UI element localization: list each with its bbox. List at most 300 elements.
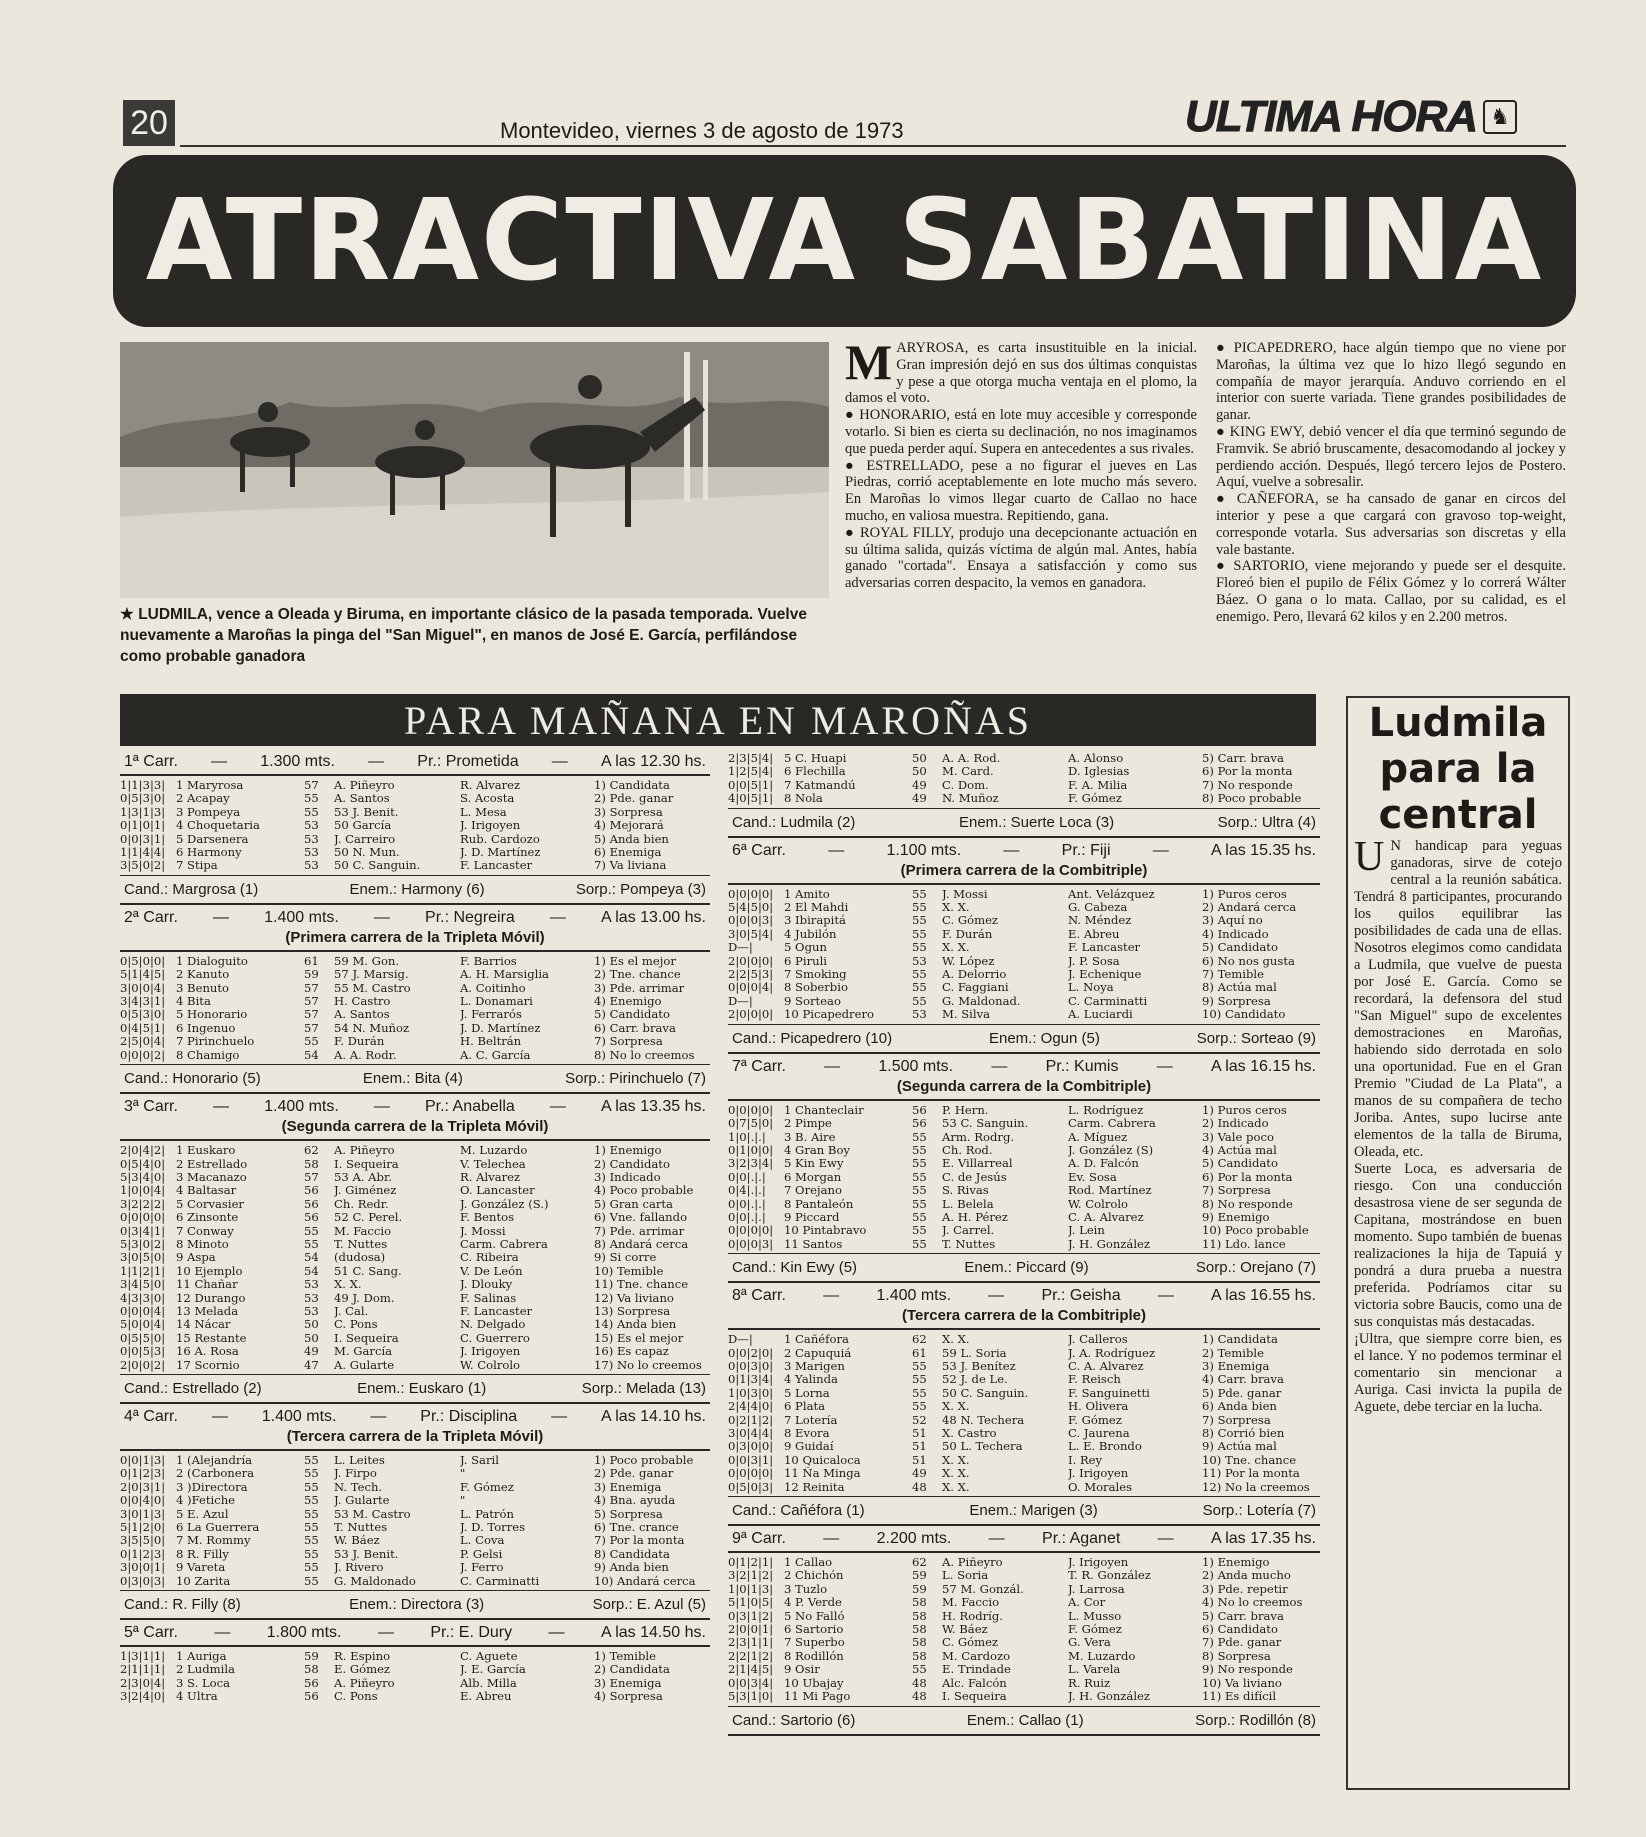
entry-cell: 3) Enemiga: [594, 1676, 662, 1690]
entry-cell: 4) Actúa mal: [1202, 1143, 1277, 1157]
race-header-field: —: [988, 1287, 1005, 1305]
entry-cell: 6 Plata: [784, 1400, 826, 1414]
entry-cell: 3) Enemiga: [1202, 1359, 1270, 1373]
entry-row: [120, 859, 710, 872]
entry-cell: 5) Pde. ganar: [1202, 1386, 1282, 1400]
forecast-field: Cand.: Sartorio (6): [732, 1711, 856, 1729]
entry-cell: 62: [304, 1144, 319, 1158]
entry-cell: J. Irigoyen: [460, 1345, 521, 1359]
entry-row: [120, 982, 710, 995]
entry-row: [728, 1238, 1320, 1251]
entry-cell: 5) Carr. brava: [1202, 752, 1284, 765]
entry-cell: N. Méndez: [1068, 914, 1132, 928]
entry-row: [120, 968, 710, 981]
entry-cell: 1) Candidata: [1202, 1333, 1278, 1347]
entry-cell: 6 Harmony: [176, 846, 242, 860]
entry-cell: Arm. Rodrg.: [942, 1130, 1015, 1144]
entry-cell: 56: [304, 1676, 319, 1690]
entry-row: [728, 765, 1320, 778]
forecast-field: Sorp.: E. Azul (5): [592, 1596, 706, 1614]
race-block: [120, 1623, 710, 1704]
entry-cell: J. A. Rodríguez: [1068, 1346, 1156, 1360]
entry-cell: 55: [912, 1210, 927, 1224]
entry-cell: 5 Kin Ewy: [784, 1157, 844, 1171]
entry-cell: 2 Ludmila: [176, 1663, 235, 1677]
entry-cell: 59 M. Gon.: [334, 954, 400, 968]
forecast-field: Sorp.: Ultra (4): [1217, 813, 1316, 831]
entry-cell: 48 N. Techera: [942, 1413, 1025, 1427]
entry-row: [120, 1454, 710, 1467]
entry-cell: 55: [912, 1373, 927, 1387]
entry-cell: Rub. Cardozo: [460, 832, 540, 846]
entry-cell: 53: [304, 1291, 319, 1305]
race-header-field: —: [1003, 841, 1020, 859]
article-paragraph: ● ESTRELLADO, pese a no figurar el jueves en Las Piedras, corrió aceptablemente en lote mucho más severo. En Maroñas lo vimos llegar cuarto de Callao no hace mucho, en valiosa muestra. Repitiendo, gana.: [845, 457, 1197, 524]
entry-cell: Ev. Sosa: [1068, 1170, 1117, 1184]
entry-cell: 11) Ldo. lance: [1202, 1237, 1286, 1251]
race-rule: [120, 1064, 710, 1065]
entry-cell: 17 Scornio: [176, 1358, 240, 1372]
entry-row: [120, 779, 710, 792]
entry-cell: 57: [304, 1170, 319, 1184]
headline-banner: [113, 155, 1576, 327]
race-rule: [728, 1099, 1320, 1101]
entry-cell: 4 )Fetiche: [176, 1494, 236, 1508]
entry-cell: 55: [304, 1035, 319, 1049]
entry-row: [120, 1211, 710, 1224]
race-header-field: 1.300 mts.: [260, 753, 335, 770]
entry-cell: 54: [304, 1251, 319, 1265]
forecast-field: Enem.: Directora (3): [349, 1596, 485, 1614]
entry-cell: J. Cal.: [334, 1304, 369, 1318]
entry-cell: 7) Va liviana: [594, 859, 667, 873]
entry-cell: F. Gómez: [1068, 1413, 1122, 1427]
entry-cell: 7) Por la monta: [594, 1534, 685, 1548]
entry-row: [120, 1225, 710, 1238]
forecast-field: Cand.: Margrosa (1): [124, 880, 259, 898]
entry-cell: 11) Es difícil: [1202, 1690, 1277, 1704]
entry-cell: L. Belela: [942, 1197, 994, 1211]
entry-row: [120, 1575, 710, 1588]
entry-cell: 55: [304, 1224, 319, 1238]
entry-cell: 1|1|2|1|: [120, 1264, 166, 1278]
entry-cell: V. Telechea: [460, 1157, 526, 1171]
entry-cell: 55: [912, 1224, 927, 1238]
entry-cell: 2 Estrellado: [176, 1157, 248, 1171]
entry-cell: A. Gularte: [334, 1358, 395, 1372]
entry-cell: Rod. Martínez: [1068, 1184, 1152, 1198]
entry-row: [120, 1049, 710, 1062]
entry-cell: 7 Katmandú: [784, 778, 856, 792]
entry-row: [728, 1481, 1320, 1494]
race-header-field: A las 17.35 hs.: [1210, 1530, 1316, 1548]
entry-cell: 53: [304, 846, 319, 860]
entry-cell: 55: [304, 1467, 319, 1481]
entry-cell: 7 M. Rommy: [176, 1534, 251, 1548]
entry-cell: 13 Melada: [176, 1304, 239, 1318]
race-rule: [120, 1449, 710, 1451]
entry-cell: 50: [304, 1331, 319, 1345]
article-paragraph: ARYROSA, es carta insustituible en la inicial. Gran impresión dejó en sus dos últimas conquistas y pese a que otorga mucha ventaja en el plomo, la damos el voto.: [845, 340, 1197, 407]
race-header-field: 1.100 mts.: [886, 841, 962, 859]
race-block: [728, 1529, 1320, 1735]
entry-cell: 55: [912, 1663, 927, 1677]
entry-cell: Carm. Cabrera: [460, 1237, 548, 1251]
race-photo-illustration: [120, 342, 829, 598]
entry-cell: 8) Poco probable: [1202, 792, 1302, 806]
entry-cell: 0|5|3|0|: [120, 792, 166, 806]
entry-cell: 0|0|0|0|: [728, 1467, 774, 1481]
entry-cell: 0|0|3|0|: [728, 1359, 774, 1373]
entry-cell: 2|0|0|1|: [728, 1623, 774, 1637]
entry-cell: R. Espino: [334, 1650, 391, 1664]
entry-cell: A. D. Falcón: [1068, 1157, 1139, 1171]
race-rule: [728, 1551, 1320, 1553]
entry-cell: L. Soria: [942, 1569, 989, 1583]
entry-cell: 3|4|3|1|: [120, 995, 166, 1009]
entry-cell: 5) Candidato: [1202, 1157, 1278, 1171]
race-header-field: Pr.: Fiji: [1061, 841, 1111, 859]
entry-row: [120, 1650, 710, 1663]
entry-row: [728, 1198, 1320, 1211]
entry-cell: 55: [912, 927, 927, 941]
entry-cell: 6) Por la monta: [1202, 765, 1293, 779]
entry-cell: 0|0|3|1|: [728, 1453, 774, 1467]
entry-cell: 4) Poco probable: [594, 1184, 694, 1198]
entry-cell: 51: [912, 1453, 927, 1467]
entry-cell: 55: [912, 1170, 927, 1184]
entry-cell: F. Durán: [334, 1035, 385, 1049]
photo-caption: ★ LUDMILA, vence a Oleada y Biruma, en importante clásico de la pasada temporada. Vuelve nuevamente a Maroñas la pinga del "San Miguel", en manos de José E. García, perfilándose como probable ganadora: [120, 606, 807, 665]
entry-cell: 55: [304, 1561, 319, 1575]
entry-cell: O. Morales: [1068, 1480, 1133, 1494]
entry-cell: 5|3|1|0|: [728, 1690, 774, 1704]
entry-cell: 2|1|4|5|: [728, 1663, 774, 1677]
entry-cell: 6 Piruli: [784, 954, 827, 968]
entry-cell: X. X.: [942, 1400, 970, 1414]
entry-cell: C. Gómez: [942, 1636, 999, 1650]
entry-row: [120, 1561, 710, 1574]
entry-cell: 7 Lotería: [784, 1413, 838, 1427]
entry-row: [120, 1345, 710, 1358]
entry-row: [120, 819, 710, 832]
entry-cell: 5|1|0|5|: [728, 1596, 774, 1610]
entry-cell: 11 Mi Pago: [784, 1690, 851, 1704]
race-header-field: 6ª Carr.: [732, 841, 786, 859]
entry-cell: 16) Es capaz: [594, 1345, 669, 1359]
entry-cell: 3) Pde. repetir: [1202, 1582, 1288, 1596]
race-header-field: —: [213, 1098, 230, 1116]
entry-row: [728, 1427, 1320, 1440]
race-rule: [728, 836, 1320, 838]
entry-cell: 3 Marigen: [784, 1359, 845, 1373]
entry-row: [728, 1623, 1320, 1636]
forecast-field: Cand.: Honorario (5): [124, 1070, 261, 1088]
race-header-field: —: [214, 1624, 231, 1642]
entry-cell: A. Piñeyro: [942, 1556, 1003, 1570]
race-header-field: —: [370, 1408, 387, 1425]
entry-cell: A. Coitinho: [460, 981, 526, 995]
entry-row: [728, 888, 1320, 901]
entry-cell: 56: [304, 1211, 319, 1225]
entry-row: [120, 1663, 710, 1676]
entry-cell: O. Lancaster: [460, 1184, 535, 1198]
entry-cell: C. Gómez: [942, 914, 999, 928]
entry-cell: C. Dom.: [942, 778, 989, 792]
entry-cell: 0|3|0|3|: [120, 1574, 166, 1588]
race-header: [120, 1407, 710, 1427]
entry-cell: T. Nuttes: [334, 1521, 388, 1535]
entry-cell: J. H. González: [1068, 1690, 1151, 1704]
entry-cell: C. Jaurena: [1068, 1427, 1130, 1440]
entry-cell: C. Pons: [334, 1690, 378, 1704]
entry-cell: 2 Acapay: [176, 792, 230, 806]
entry-cell: J. González (S.): [460, 1197, 549, 1211]
entry-cell: 53 J. Benítez: [942, 1359, 1016, 1373]
entry-cell: 3) Vale poco: [1202, 1130, 1274, 1144]
entry-cell: 6 Flechilla: [784, 765, 846, 779]
entry-cell: 4 Bita: [176, 995, 211, 1009]
entry-cell: 3|0|1|3|: [120, 1507, 166, 1521]
sidebar-title: [1348, 700, 1568, 838]
entry-cell: 53: [304, 1278, 319, 1292]
race-header: [728, 1529, 1320, 1549]
race-header-field: —: [824, 1057, 841, 1075]
entry-cell: 2) Indicado: [1202, 1117, 1269, 1131]
entry-cell: J. D. Martínez: [460, 846, 541, 860]
race-rule: [120, 875, 710, 876]
entry-cell: 7) Pde. ganar: [1202, 1636, 1282, 1650]
entry-cell: 5|4|5|0|: [728, 901, 774, 915]
entry-cell: 55: [912, 941, 927, 955]
entry-cell: M. Faccio: [334, 1224, 392, 1238]
entry-cell: 4) Sorpresa: [594, 1690, 663, 1704]
race-header-field: —: [828, 841, 845, 859]
entry-row: [728, 1569, 1320, 1582]
entry-row: [120, 1251, 710, 1264]
entry-cell: 5 Lorna: [784, 1386, 830, 1400]
entry-cell: N. Tech.: [334, 1480, 383, 1494]
race-header-field: —: [823, 1530, 840, 1548]
entry-row: [728, 1663, 1320, 1676]
entry-cell: 4 P. Verde: [784, 1596, 842, 1610]
entry-cell: 55: [304, 1507, 319, 1521]
entry-table: [120, 779, 710, 873]
entry-cell: T. R. González: [1068, 1569, 1151, 1583]
entry-cell: 6 Ingenuo: [176, 1021, 236, 1035]
entry-cell: L. Varela: [1068, 1663, 1121, 1677]
entry-cell: 9) Enemigo: [1202, 1210, 1270, 1224]
entry-cell: 49: [912, 1467, 927, 1481]
entry-cell: 1 Auriga: [176, 1650, 227, 1664]
entry-cell: 57: [304, 981, 319, 995]
race-header-field: —: [211, 753, 228, 770]
entry-cell: D—|: [728, 994, 753, 1008]
race-header: [120, 908, 710, 928]
entry-cell: 5) Gran carta: [594, 1197, 673, 1211]
entry-row: [120, 833, 710, 846]
entry-cell: 10 Ubajay: [784, 1676, 844, 1690]
entry-cell: 51: [912, 1427, 927, 1440]
race-rule: [120, 774, 710, 776]
entry-cell: H. Beltrán: [460, 1035, 522, 1049]
entry-table: [728, 752, 1320, 806]
entry-cell: A. Piñeyro: [334, 1676, 395, 1690]
entry-cell: 0|3|1|2|: [728, 1609, 774, 1623]
sidebar-title-line: para la: [1379, 746, 1537, 792]
entry-row: [120, 1494, 710, 1507]
entry-row: [728, 1650, 1320, 1663]
entry-cell: 55: [912, 914, 927, 928]
entry-cell: 0|3|0|0|: [728, 1440, 774, 1454]
entry-cell: Ant. Velázquez: [1068, 887, 1155, 901]
race-rule: [728, 1706, 1320, 1707]
entry-cell: 10 Quicaloca: [784, 1453, 861, 1467]
entry-cell: 1 Cañéfora: [784, 1333, 849, 1347]
entry-cell: F. Durán: [942, 927, 993, 941]
entry-cell: 1 (Alejandría: [176, 1454, 253, 1467]
entry-cell: 3|5|5|0|: [120, 1534, 166, 1548]
entry-cell: 1|3|1|1|: [120, 1650, 166, 1664]
entry-cell: 56: [304, 1184, 319, 1198]
entry-cell: 4 Ultra: [176, 1690, 218, 1704]
entry-cell: 2) Anda mucho: [1202, 1569, 1291, 1583]
entry-cell: L. Leites: [334, 1454, 385, 1467]
entry-cell: L. Cova: [460, 1534, 505, 1548]
entry-cell: 7 Smoking: [784, 968, 847, 982]
race-block: [728, 1286, 1320, 1526]
entry-cell: W. Colrolo: [1068, 1197, 1129, 1211]
entry-cell: A. Luciardi: [1068, 1008, 1133, 1022]
entry-cell: C. A. Alvarez: [1068, 1359, 1144, 1373]
race-header-field: —: [548, 1624, 565, 1642]
entry-row: [728, 1117, 1320, 1130]
entry-cell: G. Cabeza: [1068, 901, 1128, 915]
entry-cell: 54: [304, 1048, 319, 1062]
race-rule: [728, 1734, 1320, 1736]
entry-cell: J. Rivero: [334, 1561, 384, 1575]
entry-row: [728, 1677, 1320, 1690]
forecast-field: Sorp.: Rodillón (8): [1195, 1711, 1316, 1729]
entry-cell: 2|2|1|2|: [728, 1649, 774, 1663]
entry-cell: 3 )Directora: [176, 1480, 248, 1494]
race-header-field: —: [1156, 1057, 1173, 1075]
entry-cell: X. Castro: [942, 1427, 997, 1440]
entry-cell: 7 Pirinchuelo: [176, 1035, 255, 1049]
entry-cell: M. Luzardo: [460, 1144, 528, 1158]
entry-cell: 1 Chanteclair: [784, 1103, 864, 1117]
entry-cell: 1) Enemigo: [594, 1144, 662, 1158]
entry-cell: L. Noya: [1068, 981, 1114, 995]
section-title: PARA MAÑANA EN MAROÑAS: [120, 694, 1316, 746]
forecast-field: Enem.: Harmony (6): [349, 880, 485, 898]
entry-cell: (dudosa): [334, 1251, 386, 1265]
entry-table: [120, 1144, 710, 1372]
entry-row: [120, 1677, 710, 1690]
entry-cell: 6 Morgan: [784, 1170, 842, 1184]
race-block: [120, 908, 710, 1094]
entry-cell: J. D. Torres: [460, 1521, 526, 1535]
entry-cell: 4) Indicado: [1202, 927, 1269, 941]
entry-cell: 4 Gran Boy: [784, 1143, 850, 1157]
article-paragraph: ● CAÑEFORA, se ha cansado de ganar en circos del interior y pese a que cargará con gravoso top-weight, corresponde votarla. Sus adversarias son discretas y ella vale bastante.: [1216, 491, 1566, 558]
entry-cell: ": [460, 1467, 466, 1481]
race-header-field: 1.800 mts.: [266, 1624, 342, 1642]
forecast-field: Sorp.: Pompeya (3): [575, 880, 706, 898]
entry-cell: E. Trindade: [942, 1663, 1011, 1677]
entry-cell: G. Maldonado: [334, 1574, 416, 1588]
entry-cell: 5 E. Azul: [176, 1507, 229, 1521]
entry-row: [728, 1610, 1320, 1623]
race-rule: [120, 903, 710, 905]
entry-cell: 2 (Carbonera: [176, 1467, 255, 1481]
entry-cell: 48: [912, 1480, 927, 1494]
entry-cell: 50 C. Sanguin.: [334, 859, 421, 873]
entry-cell: 10 Picapedrero: [784, 1008, 874, 1022]
entry-cell: F. Gómez: [460, 1480, 514, 1494]
entry-cell: 11) Tne. chance: [594, 1278, 689, 1292]
entry-row: [120, 955, 710, 968]
entry-cell: 8) Sorpresa: [1202, 1649, 1271, 1663]
entry-row: [728, 792, 1320, 805]
entry-cell: 0|7|5|0|: [728, 1117, 774, 1131]
race-block: [120, 752, 710, 905]
entry-cell: D—|: [728, 1333, 753, 1347]
forecast-field: Enem.: Euskaro (1): [357, 1380, 487, 1397]
entry-cell: 0|5|4|0|: [120, 1157, 166, 1171]
forecast-field: Enem.: Piccard (9): [964, 1259, 1089, 1277]
entry-cell: 55: [304, 1521, 319, 1535]
entry-cell: 0|5|5|0|: [120, 1331, 166, 1345]
entry-cell: 53 J. Benit.: [334, 805, 399, 819]
entry-cell: 5|0|0|4|: [120, 1318, 166, 1332]
entry-cell: 9 Piccard: [784, 1210, 840, 1224]
entry-cell: G. Maldonad.: [942, 994, 1021, 1008]
race-header: [120, 1623, 710, 1643]
entry-cell: J. Irigoyen: [1068, 1556, 1129, 1570]
entry-row: [728, 1171, 1320, 1184]
entry-cell: 55: [912, 1237, 927, 1251]
entry-row: [120, 1548, 710, 1561]
entry-row: [728, 981, 1320, 994]
entry-row: [120, 792, 710, 805]
entry-cell: 50: [304, 1318, 319, 1332]
forecast-field: Cand.: Estrellado (2): [124, 1380, 262, 1397]
entry-cell: L. Patrón: [460, 1507, 514, 1521]
entry-row: [728, 1008, 1320, 1021]
race-header-field: A las 14.50 hs.: [600, 1624, 706, 1642]
entry-cell: L. Rodríguez: [1068, 1103, 1144, 1117]
entry-cell: J. Saril: [460, 1454, 499, 1467]
entry-cell: X. X.: [942, 901, 970, 915]
entry-cell: 12 Reinita: [784, 1480, 845, 1494]
entry-row: [120, 1158, 710, 1171]
entry-row: [728, 1360, 1320, 1373]
entry-row: [728, 1144, 1320, 1157]
race-header-field: A las 13.35 hs.: [600, 1098, 706, 1116]
entry-cell: A. Piñeyro: [334, 1144, 395, 1158]
entry-row: [728, 1104, 1320, 1117]
race-header-field: —: [1157, 1287, 1174, 1305]
entry-cell: 55: [304, 1480, 319, 1494]
entry-cell: 8) Candidata: [594, 1547, 670, 1561]
entry-cell: F. Gómez: [1068, 1623, 1122, 1637]
entry-cell: H. Olivera: [1068, 1400, 1129, 1414]
entry-cell: E. Abreu: [460, 1690, 512, 1704]
entry-row: [728, 1347, 1320, 1360]
entry-cell: 0|0|0|4|: [120, 1304, 166, 1318]
entry-cell: 6) No nos gusta: [1202, 954, 1295, 968]
